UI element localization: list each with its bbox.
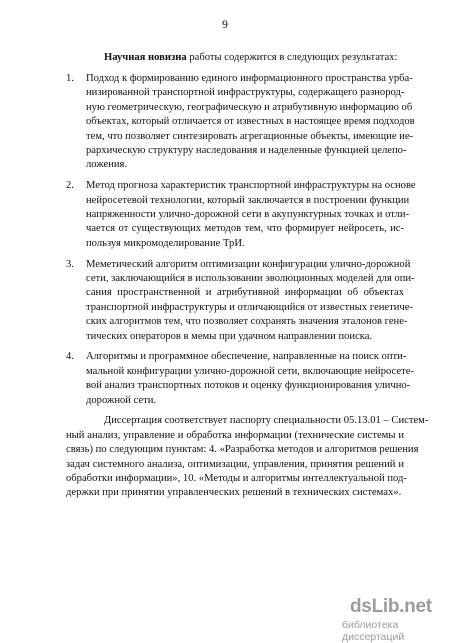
- list-item-line: Меметический алгоритм оптимизации конфигурации улично-дорожной: [86, 258, 411, 270]
- list-item-line: пользуя микромоделирование ТрИ.: [86, 237, 245, 249]
- intro-bold: Научная новизна: [104, 52, 187, 63]
- list-item-line: мальной конфигурации улично-дорожной сети, включающие нейросете-: [86, 365, 414, 377]
- list-item-line: тических операторов в мемы при удачном направлении поиска.: [86, 330, 373, 342]
- list-item-number: 2.: [66, 180, 74, 192]
- closing-paragraph-line: ный анализ, управление и обработка информации (технические системы и: [66, 429, 404, 441]
- list-item-number: 1.: [66, 73, 74, 84]
- list-item-line: сети, заключающийся в использовании эволюционных моделей для опи-: [86, 273, 415, 284]
- list-item-line: тем, что позволяет синтезировать агрегационные объекты, имеющие ие-: [86, 130, 414, 142]
- list-item-line: дорожной сети.: [86, 394, 157, 406]
- list-item-number: 3.: [66, 258, 74, 270]
- list-item-line: объектах, который отличается от известных в настоящее время подходов: [86, 116, 415, 128]
- list-item-line: Подход к формированию единого информационного пространства урба-: [86, 73, 413, 84]
- list-item-line: чается от существующих методов тем, что формирует нейросеть, ис-: [86, 223, 404, 235]
- watermark-logo: dsLib.net: [350, 596, 432, 617]
- list-item-line: рархическую структуру наследования и наделенные функцией целепо-: [86, 145, 407, 156]
- closing-paragraph-line: держки при принятии управленческих решений в технических системах».: [66, 487, 402, 499]
- intro-line: [104, 51, 404, 65]
- list-item-line: Алгоритмы и программное обеспечение, направленные на поиск опти-: [86, 351, 407, 363]
- list-item-line: ских алгоритмов тем, что позволяет сохранять значения эталонов гене-: [86, 316, 408, 328]
- list-item-line: низированной транспортной инфраструктуры, содержащего разнород-: [86, 87, 405, 99]
- page-number: 9: [222, 19, 228, 31]
- list-item-line: нейросетевой технологии, который заключается в построении функции: [86, 194, 410, 206]
- closing-paragraph-line: связь) по следующим пунктам: 4. «Разработка методов и алгоритмов решения: [66, 444, 419, 456]
- list-item-line: сания пространственной и атрибутивной информации об объектах: [86, 287, 404, 299]
- closing-paragraph-line: Диссертация соответствует паспорту специальности 05.13.01 – Систем-: [104, 415, 429, 427]
- intro-text: работы содержится в следующих результатах:: [186, 52, 398, 63]
- list-item-line: ную геометрическую, географическую и атрибутивную информацию об: [86, 101, 413, 113]
- list-item-line: напряженности улично-дорожной сети в акупунктурных точках и отли-: [86, 209, 410, 220]
- watermark-subtitle: библиотека диссертаций: [342, 619, 405, 643]
- closing-paragraph-line: обработки информации», 10. «Методы и алгоритмы интеллектуальной под-: [66, 473, 407, 484]
- list-item-number: 4.: [66, 351, 74, 363]
- closing-paragraph-line: задач системного анализа, оптимизации, управления, принятия решений и: [66, 458, 404, 470]
- list-item-line: вой анализ транспортных потоков и оценку функционирования улично-: [86, 380, 411, 392]
- list-item-line: транспортной инфраструктуры и отличающийся от известных генетиче-: [86, 301, 413, 313]
- list-item-line: ложения.: [86, 159, 128, 171]
- list-item-line: Метод прогноза характеристик транспортной инфраструктуры на основе: [86, 180, 416, 192]
